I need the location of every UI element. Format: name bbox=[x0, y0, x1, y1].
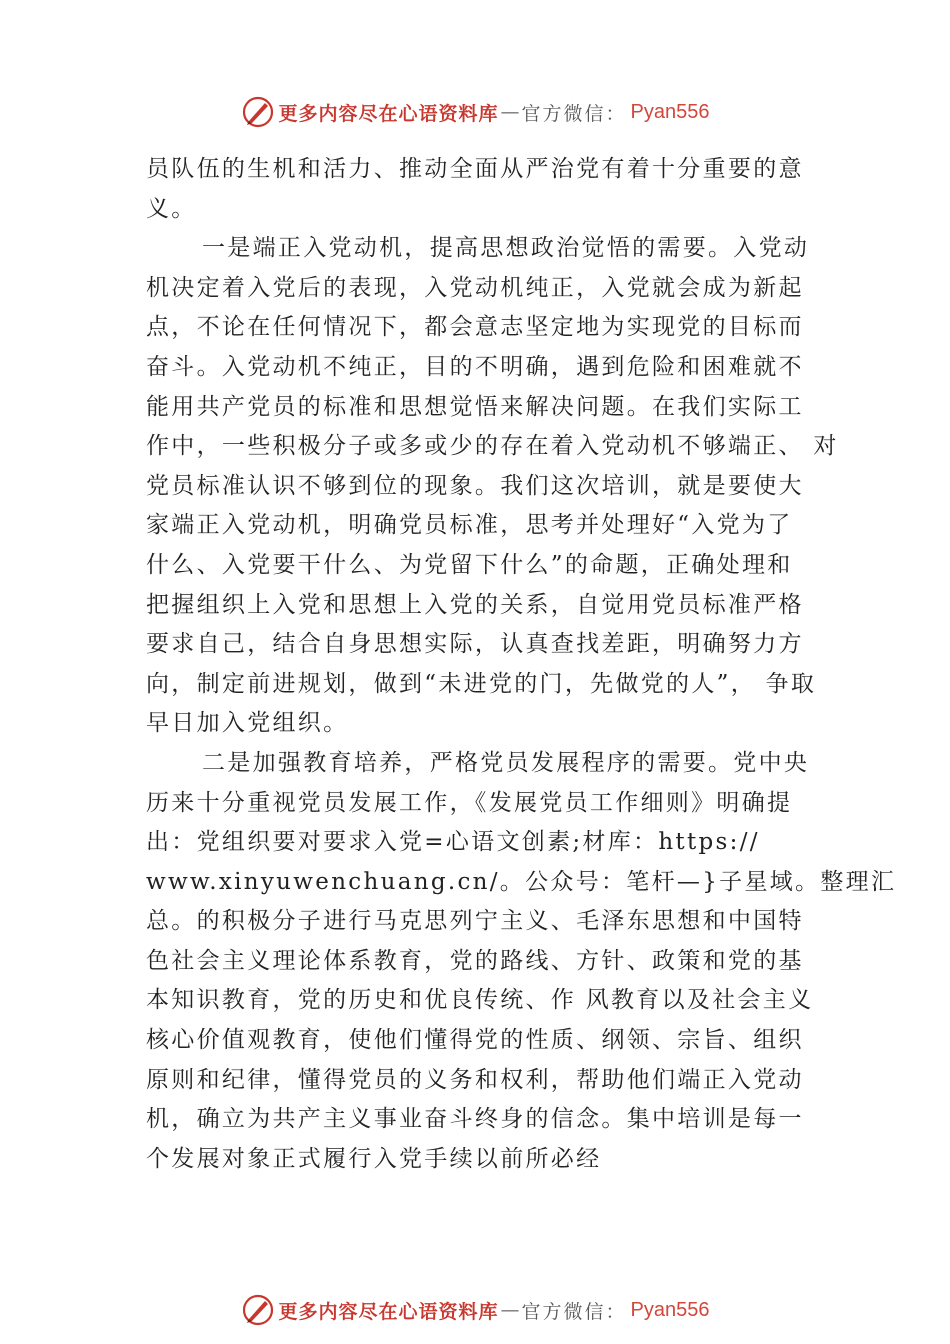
footer-official-label: 官方微信： bbox=[521, 1300, 627, 1323]
text-line: 原则和纪律，懂得党员的义务和权利，帮助他们端正入党动 bbox=[146, 1066, 804, 1093]
quill-logo-icon bbox=[241, 95, 275, 129]
text-line: 义。 bbox=[146, 195, 197, 222]
text-line: 向，制定前进规划，做到“未进党的门，先做党的人”， 争取 bbox=[146, 670, 817, 697]
paragraph-start-line: 一是端正入党动机，提高思想政治觉悟的需要。入党动 bbox=[202, 235, 810, 262]
header-wechat-handle: Pyan556 bbox=[630, 100, 710, 123]
text-line: 员队伍的生机和活力、推动全面从严治党有着十分重要的意 bbox=[146, 156, 804, 182]
text-line: 机决定着入党后的表现，入党动机纯正，入党就会成为新起 bbox=[146, 274, 804, 301]
text-line: 早日加入党组织。 bbox=[146, 710, 349, 737]
header-separator: — bbox=[500, 101, 520, 123]
text-line: 个发展对象正式履行入党手续以前所必经 bbox=[146, 1145, 602, 1172]
text-line: 历来十分重视党员发展工作，《发展党员工作细则》明确提 bbox=[146, 789, 793, 816]
text-line: 点，不论在任何情况下，都会意志坚定地为实现党的目标而 bbox=[146, 314, 804, 341]
text-line: 什么、入党要干什么、为党留下什么”的命题，正确处理和 bbox=[146, 551, 793, 578]
header-site-name: 更多内容尽在心语资料库 bbox=[278, 102, 499, 125]
text-line: 色社会主义理论体系教育，党的路线、方针、政策和党的基 bbox=[146, 947, 804, 974]
paragraph-start-line: 二是加强教育培养，严格党员发展程序的需要。党中央 bbox=[202, 749, 810, 776]
text-line: 核心价值观教育，使他们懂得党的性质、纲领、宗旨、组织 bbox=[146, 1027, 804, 1054]
footer-banner bbox=[0, 1290, 950, 1330]
text-line: 家端正入党动机，明确党员标准，思考并处理好“入党为了 bbox=[146, 512, 793, 539]
text-line: 总。的积极分子进行马克思列宁主义、毛泽东思想和中国特 bbox=[146, 908, 804, 935]
header-official-label: 官方微信： bbox=[521, 102, 627, 125]
text-line: 党员标准认识不够到位的现象。我们这次培训，就是要使大 bbox=[146, 472, 804, 499]
document-body bbox=[146, 150, 897, 1179]
text-line: 作中，一些积极分子或多或少的存在着入党动机不够端正、 对 bbox=[146, 433, 839, 460]
text-line: 机，确立为共产主义事业奋斗终身的信念。集中培训是每一 bbox=[146, 1106, 804, 1133]
footer-separator: — bbox=[500, 1299, 520, 1321]
header-banner bbox=[0, 92, 950, 132]
text-line: 把握组织上入党和思想上入党的关系，自觉用党员标准严格 bbox=[146, 591, 804, 618]
quill-logo-icon bbox=[241, 1293, 275, 1327]
footer-wechat-handle: Pyan556 bbox=[630, 1298, 710, 1321]
text-line: 要求自己，结合自身思想实际，认真查找差距，明确努力方 bbox=[146, 631, 804, 658]
footer-site-name: 更多内容尽在心语资料库 bbox=[278, 1300, 499, 1323]
text-line: www.xinyuwenchuang.cn/。公众号：笔杆—}子星域。整理汇 bbox=[146, 868, 897, 895]
text-line: 出：党组织要对要求入党=心语文创素;材库：https:// bbox=[146, 829, 760, 856]
text-line: 奋斗。入党动机不纯正，目的不明确，遇到危险和困难就不 bbox=[146, 353, 804, 380]
text-line: 能用共产党员的标准和思想觉悟来解决问题。在我们实际工 bbox=[146, 393, 804, 420]
text-line: 本知识教育，党的历史和优良传统、作 风教育以及社会主义 bbox=[146, 987, 814, 1014]
